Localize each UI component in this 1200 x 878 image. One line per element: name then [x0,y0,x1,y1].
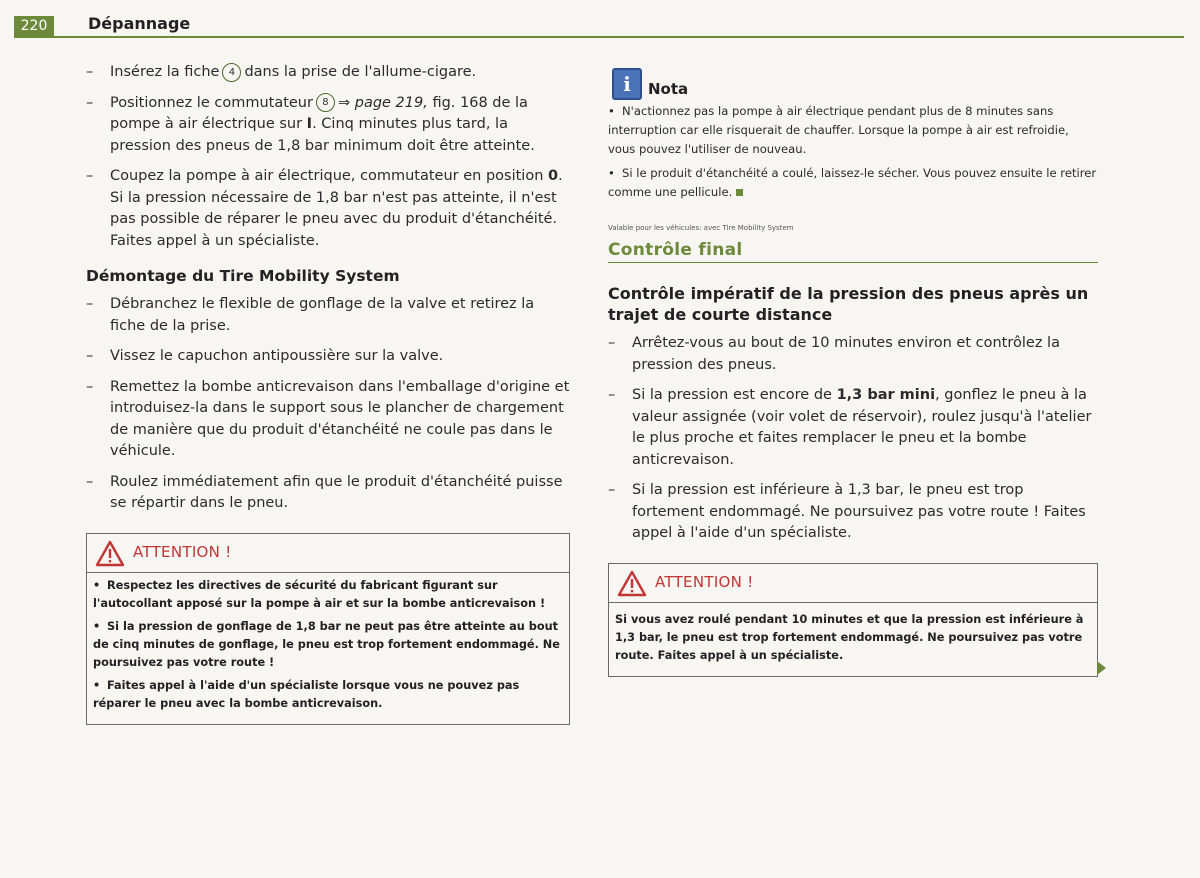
item-text: fig. 168 de la pompe à air électrique sur [110,94,528,132]
item-text: Coupez la pompe à air électrique, commutateur en position [110,168,544,184]
end-mark [736,189,743,196]
warning-title: ATTENTION ! [133,542,232,561]
header-rule [14,36,1184,38]
item-text: Vissez le capuchon antipoussière sur la valve. [110,348,444,364]
page-number: 220 [14,16,54,36]
warning-paragraph: • Faites appel à l'aide d'un spécialiste lorsque vous ne pouvez pas réparer le pneu avec la bombe anticrevaison. [93,678,520,710]
note-title: Nota [648,80,689,98]
item-text: Positionnez le commutateur [110,94,313,111]
instruction-item: – Roulez immédiatement afin que le produit d'étanchéité puisse se répartir dans le pneu. [86,473,563,511]
warning-paragraph: • Respectez les directives de sécurité du fabricant figurant sur l'autocollant apposé sur la pompe à air et sur la bombe anticrevaison ! [93,578,546,610]
pressure-value: 1,3 bar mini [836,387,936,403]
instruction-item: – Insérez la fiche 4 dans la prise de l'allume-cigare. [86,64,477,80]
chapter-title: Dépannage [88,14,191,33]
item-text: dans la prise de l'allume-cigare. [244,64,477,80]
warning-title: ATTENTION ! [655,572,754,591]
item-text: , gonflez le pneu à la valeur assignée (voir volet de réservoir), roulez jusqu'à l'atelier le plus proche et faites remplacer le pneu et la bombe anticrevaison. [632,387,1092,468]
warning-paragraph: Si vous avez roulé pendant 10 minutes et que la pression est inférieure à 1,3 bar, le pneu est trop fortement endommagé. Ne poursuivez pas votre route. Faites appel à un spécialiste. [615,612,1084,662]
subheading-pressure-check: Contrôle impératif de la pression des pneus après un trajet de courte distance [608,284,1089,324]
continue-arrow-icon[interactable] [1097,661,1106,675]
item-text: Arrêtez-vous au bout de 10 minutes environ et contrôlez la pression des pneus. [632,335,1060,373]
instruction-item: – Si la pression est inférieure à 1,3 bar, le pneu est trop fortement endommagé. Ne poursuivez pas votre route ! Faites appel à l'aide d'un spécialiste. [608,482,1086,541]
right-column [608,68,1098,677]
warning-paragraph: • Si la pression de gonflage de 1,8 bar ne peut pas être atteinte au bout de cinq minutes de gonflage, le pneu est trop fortement endommagé. Ne poursuivez pas votre route ! [93,619,560,669]
warning-triangle-icon [95,540,125,567]
warning-triangle-icon [617,570,647,597]
instruction-item: – Coupez la pompe à air électrique, commutateur en position 0. Si la pression nécessaire de 1,8 bar n'est pas atteinte, il n'est pas possible de réparer le pneu avec du produit d'étanchéité. Faites appel à un spécialiste. [86,168,563,249]
item-text: . Cinq minutes plus tard, la pression des pneus de 1,8 bar minimum doit être atteinte. [110,116,535,154]
instruction-item: – Débranchez le flexible de gonflage de la valve et retirez la fiche de la prise. [86,296,535,334]
instruction-item: – Arrêtez-vous au bout de 10 minutes environ et contrôlez la pression des pneus. [608,335,1060,373]
warning-header [609,564,1097,603]
callout-number: 8 [316,93,335,112]
callout-number: 4 [222,63,241,82]
warning-box [86,533,570,725]
item-text: Insérez la fiche [110,64,220,80]
info-icon: i [612,68,642,100]
subheading-removal: Démontage du Tire Mobility System [86,267,400,285]
section-title: Contrôle final [608,240,1098,263]
item-text: Roulez immédiatement afin que le produit d'étanchéité puisse se répartir dans le pneu. [110,473,563,511]
item-text: Si la pression est encore de [632,387,832,403]
page-header [0,0,1200,40]
reference-arrow: ⇒ [337,94,351,111]
left-column [86,62,570,725]
instruction-item: – Positionnez le commutateur 8 ⇒ page 219, fig. 168 de la pompe à air électrique sur I. Cinq minutes plus tard, la pression des pneus de 1,8 bar minimum doit être atteinte. [86,94,535,154]
switch-position: 0 [548,168,559,184]
item-text: . Si la pression nécessaire de 1,8 bar n'est pas atteinte, il n'est pas possible de réparer le pneu avec du produit d'étanchéité. Faites appel à un spécialiste. [110,168,563,249]
note-header [608,68,1098,102]
item-text: Remettez la bombe anticrevaison dans l'emballage d'origine et introduisez-la dans le support sous le plancher de chargement de manière que du produit d'étanchéité ne coule pas dans le véhicule. [110,378,570,459]
page-reference[interactable]: page 219, [354,94,428,111]
instruction-item: – Remettez la bombe anticrevaison dans l'emballage d'origine et introduisez-la dans le support sous le plancher de chargement de manière que du produit d'étanchéité ne coule pas dans le véhicule. [86,378,570,459]
note-paragraph: • Si le produit d'étanchéité a coulé, laissez-le sécher. Vous pouvez ensuite le retirer comme une pellicule. [608,166,1097,199]
switch-position: I [306,116,313,132]
instruction-item: – Vissez le capuchon antipoussière sur la valve. [86,348,444,364]
validity-note: Valable pour les véhicules: avec Tire Mobility System [608,224,794,232]
warning-header [87,534,569,573]
note-paragraph: • N'actionnez pas la pompe à air électrique pendant plus de 8 minutes sans interruption car elle risquerait de chauffer. Lorsque la pompe à air est refroidie, vous pouvez l'utiliser de nouveau. [608,104,1069,156]
item-text: Si la pression est inférieure à 1,3 bar, le pneu est trop fortement endommagé. Ne poursuivez pas votre route ! Faites appel à l'aide d'un spécialiste. [632,482,1086,541]
warning-box [608,563,1098,677]
instruction-item: – Si la pression est encore de 1,3 bar mini, gonflez le pneu à la valeur assignée (voir volet de réservoir), roulez jusqu'à l'atelier le plus proche et faites remplacer le pneu et la bombe anticrevaison. [608,387,1092,468]
item-text: Débranchez le flexible de gonflage de la valve et retirez la fiche de la prise. [110,296,535,334]
